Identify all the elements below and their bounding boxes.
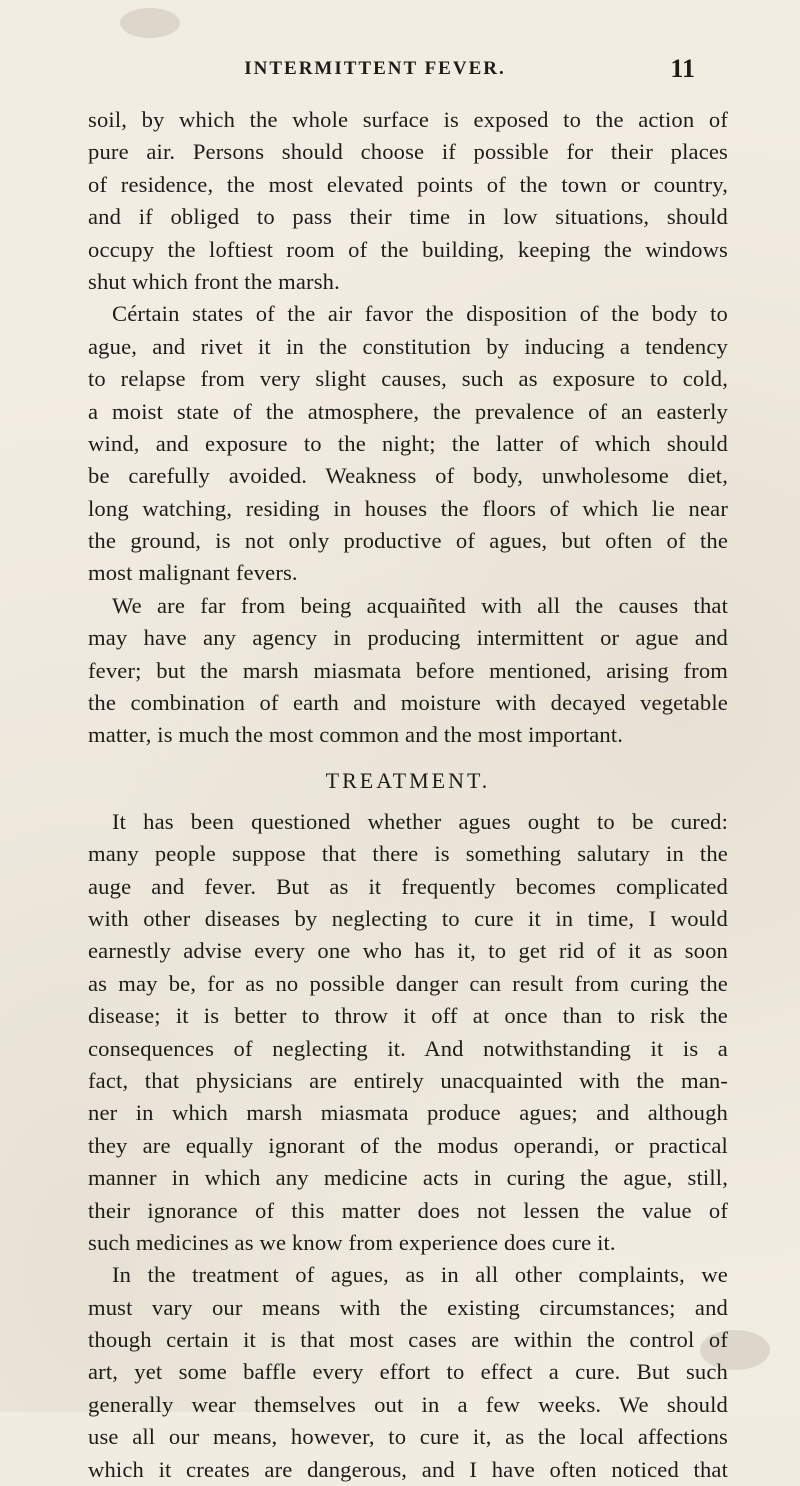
text-line: wind, and exposure to the night; the latter of which should — [88, 430, 728, 456]
paragraph-4 — [88, 806, 728, 1259]
text-line: earnestly advise every one who has it, to get rid of it as soon — [88, 938, 728, 964]
running-head — [95, 54, 715, 88]
text-line: ner in which marsh miasmata produce agues; and although — [88, 1100, 728, 1126]
text-line: as may be, for as no possible danger can result from curing the — [88, 970, 728, 996]
text-line: the ground, is not only productive of agues, but often of the — [88, 528, 728, 554]
text-line: though certain it is that most cases are within the control of — [88, 1327, 728, 1353]
text-line: a moist state of the atmosphere, the prevalence of an easterly — [88, 398, 728, 424]
text-line: may have any agency in producing intermittent or ague and — [88, 625, 728, 651]
text-line: It has been questioned whether agues ought to be cured: — [112, 808, 728, 834]
paragraph-2 — [88, 298, 728, 590]
text-line: disease; it is better to throw it off at once than to risk the — [88, 1003, 728, 1029]
text-line: matter, is much the most common and the most important. — [88, 722, 624, 748]
text-line: ague, and rivet it in the constitution by inducing a tendency — [88, 333, 728, 359]
text-line: most malignant fevers. — [88, 560, 298, 586]
paragraph-5 — [88, 1259, 728, 1486]
text-line: be carefully avoided. Weakness of body, unwholesome diet, — [88, 463, 728, 489]
text-line: fact, that physicians are entirely unacquainted with the man- — [88, 1067, 728, 1093]
running-title: INTERMITTENT FEVER. — [244, 58, 506, 79]
text-line: many people suppose that there is something salutary in the — [88, 841, 728, 867]
text-line: which it creates are dangerous, and I have often noticed that — [88, 1456, 728, 1482]
paragraph-1 — [88, 104, 728, 298]
text-line: they are equally ignorant of the modus operandi, or practical — [88, 1132, 728, 1158]
text-line: auge and fever. But as it frequently becomes complicated — [88, 873, 728, 899]
text-line: shut which front the marsh. — [88, 268, 340, 294]
page-stain — [120, 8, 180, 38]
text-line: of residence, the most elevated points of the town or country, — [88, 171, 728, 197]
text-line: art, yet some baffle every effort to effect a cure. But such — [88, 1359, 728, 1385]
text-line: with other diseases by neglecting to cure it in time, I would — [88, 905, 728, 931]
text-line: consequences of neglecting it. And notwithstanding it is a — [88, 1035, 728, 1061]
text-line: long watching, residing in houses the floors of which lie near — [88, 495, 728, 521]
text-line: must vary our means with the existing circumstances; and — [88, 1294, 728, 1320]
text-line: and if obliged to pass their time in low situations, should — [88, 204, 728, 230]
text-line: Cértain states of the air favor the disposition of the body to — [112, 301, 728, 327]
text-line: occupy the loftiest room of the building, keeping the windows — [88, 236, 728, 262]
text-line: soil, by which the whole surface is exposed to the action of — [88, 107, 728, 132]
text-line: We are far from being acquaiñted with all the causes that — [112, 592, 728, 618]
paragraph-3 — [88, 590, 728, 752]
text-line: the combination of earth and moisture with decayed vegetable — [88, 690, 728, 716]
text-line: In the treatment of agues, as in all other complaints, we — [112, 1262, 728, 1288]
page-number: 11 — [670, 54, 695, 83]
text-line: use all our means, however, to cure it, as the local affections — [88, 1424, 728, 1450]
text-line: such medicines as we know from experience does cure it. — [88, 1229, 616, 1255]
text-line: to relapse from very slight causes, such as exposure to cold, — [88, 366, 728, 392]
text-line: generally wear themselves out in a few weeks. We should — [88, 1391, 728, 1417]
body-text — [88, 104, 728, 1486]
text-line: pure air. Persons should choose if possible for their places — [88, 139, 728, 165]
text-line: their ignorance of this matter does not lessen the value of — [88, 1197, 728, 1223]
text-line: fever; but the marsh miasmata before mentioned, arising from — [88, 657, 728, 683]
text-line: manner in which any medicine acts in curing the ague, still, — [88, 1165, 728, 1191]
section-heading: TREATMENT. — [325, 767, 491, 793]
